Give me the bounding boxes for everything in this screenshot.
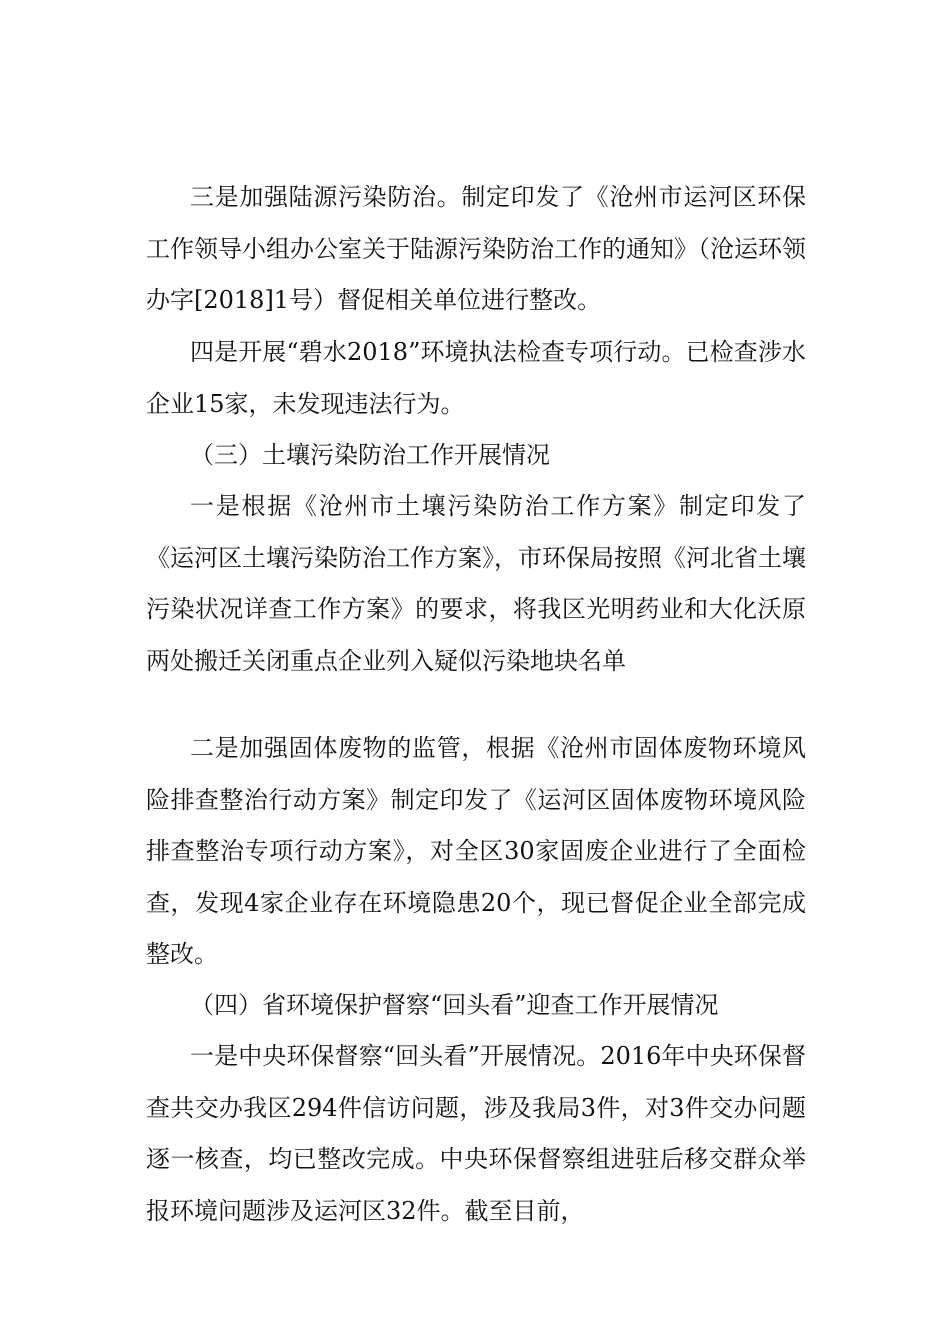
paragraph-solid-waste: 二是加强固体废物的监管，根据《沧州市固体废物环境风险排查整治行动方案》制定印发了《运河区固体废物环境风险排查整治专项行动方案》，对全区30家固废企业进行了全面检查，发现4家企业存在环境隐患20个，现已督促企业全部完成整改。 [146, 734, 806, 968]
paragraph-soil-work-plan: 一是根据《沧州市土壤污染防治工作方案》制定印发了《运河区土壤污染防治工作方案》，市环保局按照《河北省土壤污染状况详查工作方案》的要求，将我区光明药业和大化沃原两处搬迁关闭重点企业列入疑似污染地块名单 [146, 492, 806, 675]
paragraph-central-inspection: 一是中央环保督察“回头看”开展情况。2016年中央环保督查共交办我区294件信访问题，涉及我局3件，对3件交办问题逐一核查，均已整改完成。中央环保督察组进驻后移交群众举报环境问题涉及运河区32件。截至目前， [146, 1042, 806, 1225]
paragraph-land-source-pollution: 三是加强陆源污染防治。制定印发了《沧州市运河区环保工作领导小组办公室关于陆源污染防治工作的通知》（沧运环领办字[2018]1号）督促相关单位进行整改。 [146, 183, 806, 314]
section-heading-inspection-review: （四）省环境保护督察“回头看”迎查工作开展情况 [190, 991, 719, 1019]
section-heading-soil-pollution: （三）土壤污染防治工作开展情况 [190, 441, 550, 469]
paragraph-bishui-2018: 四是开展“碧水2018”环境执法检查专项行动。已检查涉水企业15家，未发现违法行为。 [146, 338, 806, 418]
